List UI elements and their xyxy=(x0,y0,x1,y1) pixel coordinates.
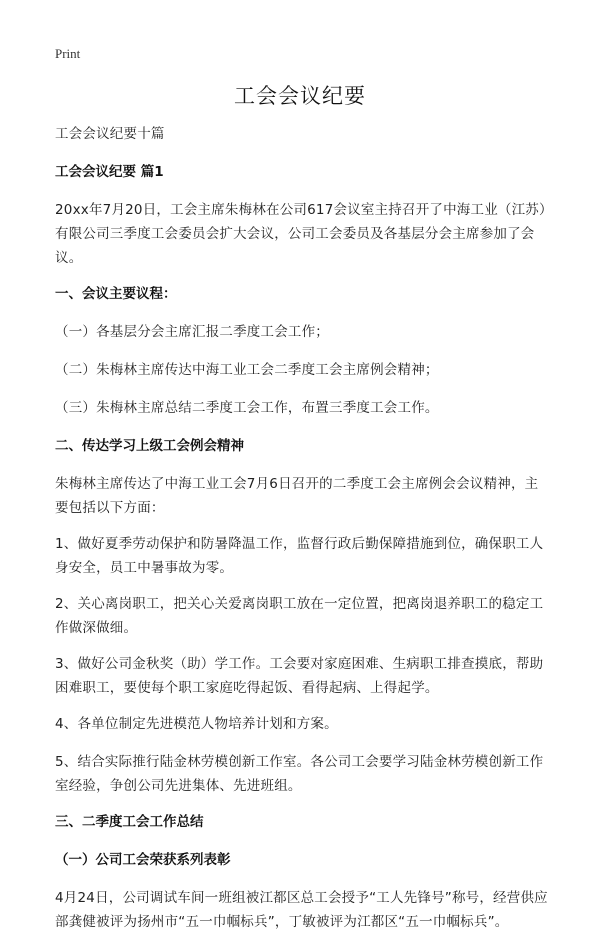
agenda-item: （三）朱梅林主席总结二季度工会工作，布置三季度工会工作。 xyxy=(55,400,439,416)
honors-paragraph: 4月24日，公司调试车间一班组被江都区总工会授予“工人先锋号”称号，经营供应部龚健被评为扬州市“五一巾帼标兵”，丁敏被评为江都区“五一巾帼标兵”。 xyxy=(55,890,548,930)
agenda-item: （二）朱梅林主席传达中海工业工会二季度工会主席例会精神； xyxy=(55,362,439,378)
point-item: 5、结合实际推行陆金林劳模创新工作室。各公司工会要学习陆金林劳模创新工作室经验，争创公司先进集体、先进班组。 xyxy=(55,754,544,794)
point-item: 2、关心离岗职工，把关心关爱离岗职工放在一定位置，把离岗退养职工的稳定工作做深做细。 xyxy=(55,596,544,636)
point-item: 3、做好公司金秋奖（助）学工作。工会要对家庭困难、生病职工排查摸底，帮助困难职工，要使每个职工家庭吃得起饭、看得起病、上得起学。 xyxy=(55,656,544,696)
subheading-honors: （一）公司工会荣获系列表彰 xyxy=(55,852,231,868)
document-body xyxy=(55,122,551,948)
section-title: 工会会议纪要 篇1 xyxy=(55,164,164,180)
meeting-spirit-intro: 朱梅林主席传达了中海工业工会7月6日召开的二季度工会主席例会会议精神，主要包括以下方面： xyxy=(55,476,539,516)
agenda-item: （一）各基层分会主席汇报二季度工会工作； xyxy=(55,324,329,340)
point-item: 1、做好夏季劳动保护和防暑降温工作，监督行政后勤保障措施到位，确保职工人身安全，员工中暑事故为零。 xyxy=(55,536,544,576)
heading-meeting-spirit: 二、传达学习上级工会例会精神 xyxy=(55,438,244,454)
point-item: 4、各单位制定先进模范人物培养计划和方案。 xyxy=(55,716,338,732)
heading-summary: 三、二季度工会工作总结 xyxy=(55,814,204,830)
page-title: 工会会议纪要 xyxy=(234,84,366,108)
intro-paragraph: 20xx年7月20日，工会主席朱梅林在公司617会议室主持召开了中海工业（江苏）有限公司三季度工会委员会扩大会议，公司工会委员及各基层分会主席参加了会议。 xyxy=(55,202,546,266)
print-link[interactable]: Print xyxy=(55,46,81,61)
heading-agenda: 一、会议主要议程： xyxy=(55,286,177,302)
document-subtitle: 工会会议纪要十篇 xyxy=(55,126,165,142)
